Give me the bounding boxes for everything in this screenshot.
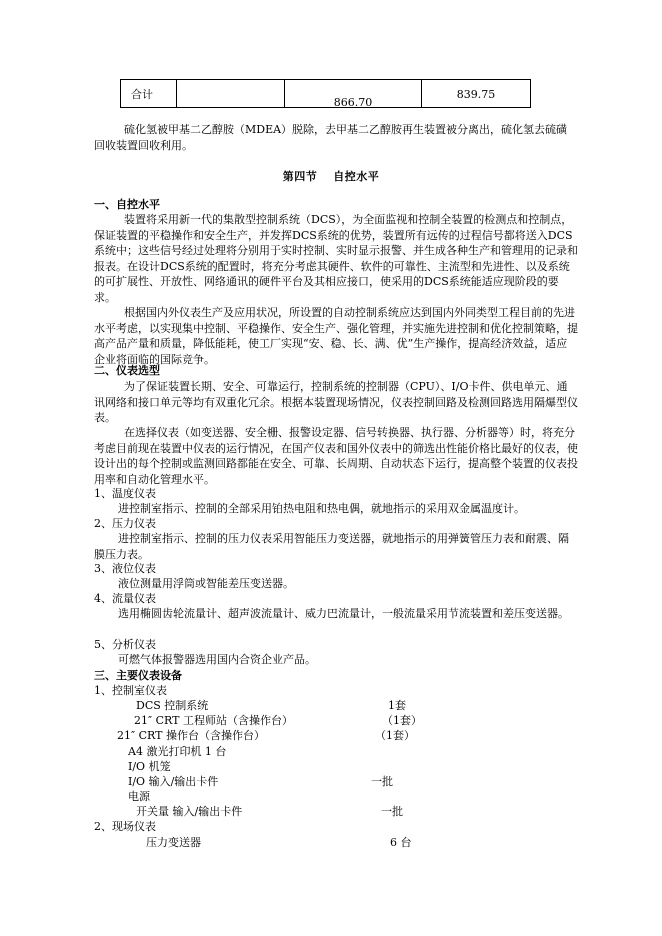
equipment-name: 21″ CRT 工程师站（含操作台） xyxy=(134,714,293,727)
section-number: 第四节 xyxy=(282,170,318,183)
part3-heading: 三、主要仪表设备 xyxy=(94,669,182,682)
table-cell-empty xyxy=(177,80,285,108)
equipment-qty: （1套） xyxy=(382,714,422,727)
field-equipment-name: 压力变送器 xyxy=(146,836,201,849)
equipment-name: DCS 控制系统 xyxy=(136,699,209,712)
item-text: 选用椭圆齿轮流量计、超声波流量计、威力巴流量计，一般流量采用节流装置和差压变送器。 xyxy=(118,607,569,620)
equipment-name: 开关量 输入/输出卡件 xyxy=(136,805,243,818)
equipment-qty: 1套 xyxy=(388,699,406,712)
part1-paragraph-2: 根据国内外仪表生产及应用状况，所设置的自动控制系统应达到国内外同类型工程目前的先进水平考虑，以实现集中控制、平稳操作、安全生产、强化管理，并实施先进控制和优化控制策略，提高产品产量和质量，降低能耗，使工厂实现“安、稳、长、满、优”生产操作，提高经济效益，适应企业将面临的国际竞争。 xyxy=(94,306,578,366)
equipment-qty: （1套） xyxy=(375,729,415,742)
table-value-1: 866.70 xyxy=(333,96,373,109)
field-equipment-qty: 6 台 xyxy=(390,836,412,849)
section-name: 自控水平 xyxy=(333,170,380,183)
item-heading: 2、压力仪表 xyxy=(94,517,156,530)
intro-paragraph: 硫化氢被甲基二乙醇胺（MDEA）脱除，去甲基二乙醇胺再生装置被分离出，硫化氢去硫磺回收装置回收利用。 xyxy=(94,123,568,152)
item-text: 可燃气体报警器选用国内合资企业产品。 xyxy=(118,653,316,666)
item-heading: 4、流量仪表 xyxy=(94,592,156,605)
item-heading: 1、温度仪表 xyxy=(94,487,156,500)
item-text: 进控制室指示、控制的压力仪表采用智能压力变送器，就地指示的用弹簧管压力表和耐震、隔膜压力表。 xyxy=(94,532,569,561)
equipment-name: I/O 机笼 xyxy=(128,760,171,773)
table-cell-label: 合计 xyxy=(121,80,177,108)
equipment-name: A4 激光打印机 1 台 xyxy=(128,745,227,758)
part3-sub-heading-2: 2、现场仪表 xyxy=(94,820,156,833)
part3-sub-heading-1: 1、控制室仪表 xyxy=(94,684,167,697)
equipment-name: I/O 输入/输出卡件 xyxy=(128,775,219,788)
part2-paragraph-2: 在选择仪表（如变送器、安全栅、报警设定器、信号转换器、执行器、分析器等）时，将充分考虑目前现在装置中仪表的运行情况，在国产仪表和国外仪表中的筛选出性能价格比最好的仪表，使设计出的每个控制或监测回路都能在安全、可靠、长周期、自动状态下运行，提高整个装置的仪表投用率和自动化管理水平。 xyxy=(94,426,578,486)
section-title xyxy=(0,168,662,184)
equipment-qty: 一批 xyxy=(371,775,393,788)
equipment-name: 21″ CRT 操作台（含操作台） xyxy=(117,729,265,742)
table-row xyxy=(121,80,531,108)
part1-paragraph-1: 装置将采用新一代的集散型控制系统（DCS），为全面监视和控制全装置的检测点和控制点，保证装置的平稳操作和安全生产，并发挥DCS系统的优势，装置所有远传的过程信号都将送入DCS系统中；这些信号经过处理将分别用于实时控制、实时显示报警、并生成各种生产和管理用的记录和报表。在设计DCS系统的配置时，将充分考虑其硬件、软件的可靠性、主流型和先进性、以及系统的可扩展性、开放性、网络通讯的硬件平台及其相应接口，使采用的DCS系统能适应现阶段的要求。 xyxy=(94,213,578,304)
table-cell-value-1 xyxy=(285,80,422,108)
part2-heading: 二、仪表选型 xyxy=(94,364,160,377)
item-heading: 3、液位仪表 xyxy=(94,562,156,575)
part1-heading: 一、自控水平 xyxy=(94,198,160,211)
item-heading: 5、分析仪表 xyxy=(94,638,156,651)
part2-paragraph-1: 为了保证装置长期、安全、可靠运行，控制系统的控制器（CPU）、I/O卡件、供电单元、通讯网络和接口单元等均有双重化冗余。根据本装置现场情况，仪表控制回路及检测回路选用隔爆型仪表。 xyxy=(94,380,578,425)
table-cell-value-2: 839.75 xyxy=(422,80,531,108)
item-text: 进控制室指示、控制的全部采用铂热电阻和热电偶，就地指示的采用双金属温度计。 xyxy=(118,502,525,515)
item-text: 液位测量用浮筒或智能差压变送器。 xyxy=(118,577,294,590)
summary-table xyxy=(120,79,531,108)
equipment-name: 电源 xyxy=(128,790,150,803)
equipment-qty: 一批 xyxy=(381,805,403,818)
